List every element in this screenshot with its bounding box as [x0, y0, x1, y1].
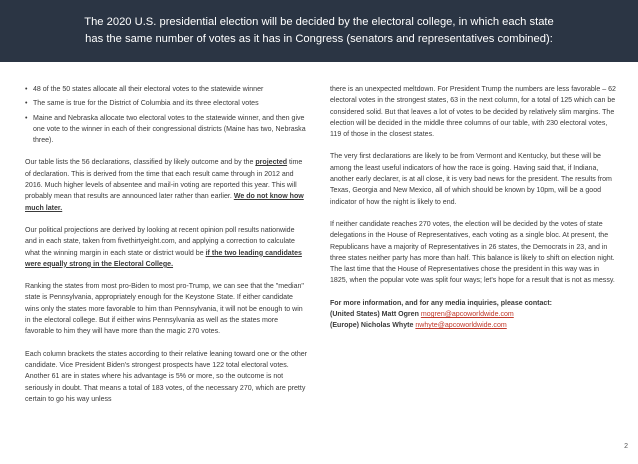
declarations-paragraph: Our table lists the 56 declarations, classified by likely outcome and by the projected time of declaration. This is derived from the time that each result came through in 2012 and 2016. Much higher levels of absentee and mail-in voting are reported this year. This will probably mean that results are announced later rather than earlier. We do not know how much later.	[25, 159, 304, 212]
projected-emphasis: projected	[255, 159, 288, 167]
house-decision-paragraph: If neither candidate reaches 270 votes, the election will be decided by the votes of state delegations in the House of Representatives, each voting as a single bloc. At present, the Republicans have a majority of Representatives in 26 states, the Democrats in 23, and in three states neither party has more than half. This balance is likely to shift on election night. The last time that the House of Representatives chose the president in this way was in 1825, when the popular vote was split four ways; let's hope for a result that is not as messy.	[330, 220, 615, 285]
allocation-bullet-list	[25, 84, 308, 146]
contact-block	[330, 298, 616, 332]
projections-paragraph: Our political projections are derived by looking at recent opinion poll results nationwide and in each state, taken from fivethirtyeight.com, and applying a correction to calculate what the winning margin in each state or district would be if the two leading candidates were equally strong in the Electoral College.	[25, 226, 302, 268]
bullet-item: • Maine and Nebraska allocate two electoral votes to the statewide winner, and then give one vote to the winner in each of their congressional districts (Maine has two, Nebraska three).	[25, 113, 308, 147]
right-column	[330, 84, 616, 332]
contact-us-label: (United States) Matt Ogren	[330, 311, 419, 319]
contact-us-email-link[interactable]: mogren@apcoworldwide.com	[420, 311, 514, 319]
contact-eu-email-link[interactable]: nwhyte@apcoworldwide.com	[415, 322, 507, 330]
meltdown-paragraph: there is an unexpected meltdown. For President Trump the numbers are less favorable – 62 electoral votes in the strongest states, 63 in the next column, for a total of 125 which can be considered solid. But that leaves a lot of votes to be decided by relatively slim margins. The election will be decided in the middle three columns of our table, with 230 electoral votes, 119 of those in the closest states.	[330, 86, 616, 139]
header-line-1: The 2020 U.S. presidential election will be decided by the electoral college, in which each state	[84, 16, 554, 28]
contact-heading: For more information, and for any media inquiries, please contact:	[330, 299, 553, 307]
page-number: 2	[624, 443, 628, 450]
bullet-item: • The same is true for the District of Columbia and its three electoral votes	[25, 98, 308, 109]
column-brackets-paragraph: Each column brackets the states according to their relative leaning toward one or the other candidate. Vice President Biden's strongest prospects have 122 total electoral votes. Another 61 are in states where his advantage is 5% or more, so the outcome is not seriously in doubt. That means a total of 183 votes, of the necessary 270, which are pretty certain to go his way unless	[25, 350, 308, 403]
timing-emphasis: We do not know how much later.	[25, 193, 304, 212]
left-column	[25, 84, 308, 416]
bullet-item: • 48 of the 50 states allocate all their electoral votes to the statewide winner	[25, 84, 308, 95]
median-state-paragraph: Ranking the states from most pro-Biden to most pro-Trump, we can see that the "median" state is Pennsylvania, appropriately enough for the Keystone State. If either candidate wins only the states more favorable to him than Pennsylvania, it will not be enough to win in the electoral college. But if either wins Pennsylvania as well as the states more favorable to him they will have more than the magic 270 votes.	[25, 283, 304, 336]
header-line-2: has the same number of votes as it has in Congress (senators and representatives combined):	[85, 33, 553, 45]
equal-strength-emphasis: if the two leading candidates were equally strong in the Electoral College.	[25, 249, 302, 268]
header-banner	[0, 0, 638, 62]
contact-eu-label: (Europe) Nicholas Whyte	[330, 322, 414, 330]
first-declarations-paragraph: The very first declarations are likely to be from Vermont and Kentucky, but these will be among the least useful indicators of how the race is going. Having said that, if Indiana, another early declarer, is at all close, it is very bad news for the president. The results from Texas, Georgia and New Mexico, all of which should be known by 10pm, will be a good indicator of how the night is likely to end.	[330, 153, 612, 206]
